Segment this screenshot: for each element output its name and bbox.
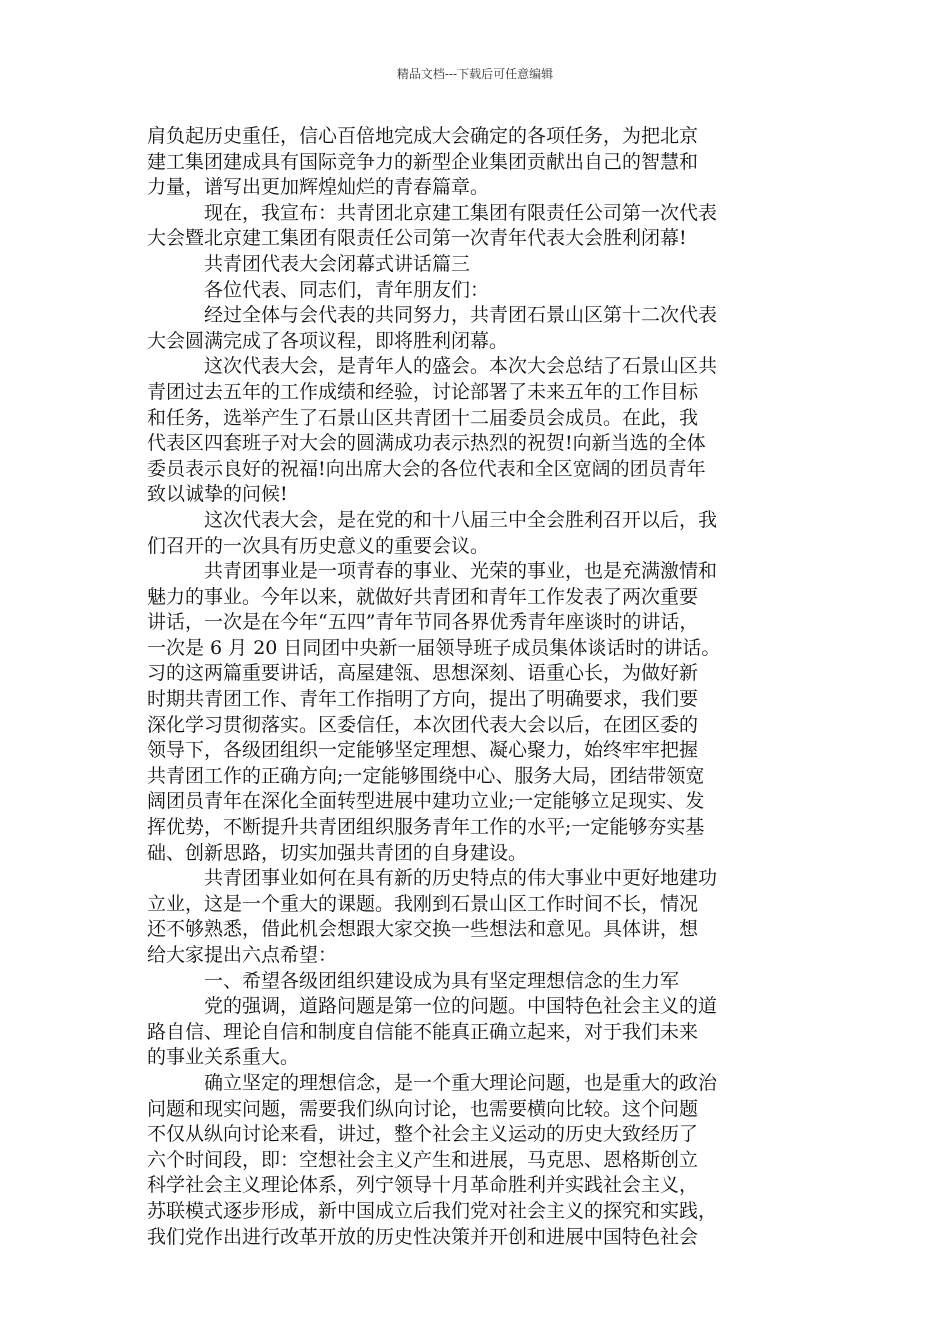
text-line: 六个时间段，即：空想社会主义产生和进展，马克思、恩格斯创立: [147, 1148, 699, 1171]
paragraph: [147, 1071, 811, 1250]
text-line: 魅力的事业。今年以来，就做好共青团和青年工作发表了两次重要: [147, 585, 699, 608]
text-line: 致以诚挚的问候!: [147, 483, 288, 506]
text-line: 确立坚定的理想信念，是一个重大理论问题，也是重大的政治: [204, 1071, 718, 1094]
text-line: 共青团事业如何在具有新的历史特点的伟大事业中更好地建功: [204, 867, 718, 890]
text-line: 们召开的一次具有历史意义的重要会议。: [147, 534, 490, 557]
text-line: 各位代表、同志们，青年朋友们：: [204, 278, 490, 301]
paragraph: [147, 994, 811, 1071]
text-line: 经过全体与会代表的共同努力，共青团石景山区第十二次代表: [204, 304, 718, 327]
paragraph: [147, 303, 811, 354]
text-line: 不仅从纵向讨论来看，讲过，整个社会主义运动的历史大致经历了: [147, 1123, 699, 1146]
text-line: 的事业关系重大。: [147, 1046, 300, 1069]
paragraph: [147, 278, 811, 304]
text-line: 习的这两篇重要讲话，高屋建瓴、思想深刻、语重心长，为做好新: [147, 662, 699, 685]
text-line: 共青团工作的正确方向;一定能够围绕中心、服务大局，团结带领宽: [147, 764, 705, 787]
text-line: 挥优势，不断提升共青团组织服务青年工作的水平;一定能够夯实基: [147, 816, 705, 839]
document-body: [147, 124, 811, 1250]
text-line: 这次代表大会，是在党的和十八届三中全会胜利召开以后，我: [204, 508, 718, 531]
text-line: 代表区四套班子对大会的圆满成功表示热烈的祝贺!向新当选的全体: [147, 432, 706, 455]
text-line: 大会圆满完成了各项议程，即将胜利闭幕。: [147, 329, 509, 352]
text-line: 我们党作出进行改革开放的历史性决策并开创和进展中国特色社会: [147, 1225, 699, 1248]
text-line: 大会暨北京建工集团有限责任公司第一次青年代表大会胜利闭幕!: [147, 227, 687, 250]
text-line: 委员表示良好的祝福!向出席大会的各位代表和全区宽阔的团员青年: [147, 457, 706, 480]
text-line: 力量，谱写出更加辉煌灿烂的青春篇章。: [147, 176, 490, 199]
text-line: 苏联模式逐步形成，新中国成立后我们党对社会主义的探究和实践，: [147, 1199, 718, 1222]
text-line: 党的强调，道路问题是第一位的问题。中国特色社会主义的道: [204, 995, 718, 1018]
page-header: 精品文档---下载后可任意编辑: [396, 67, 554, 81]
text-line: 肩负起历史重任，信心百倍地完成大会确定的各项任务，为把北京: [147, 125, 699, 147]
text-line: 础、创新思路，切实加强共青团的自身建设。: [147, 841, 528, 864]
text-line: 这次代表大会，是青年人的盛会。本次大会总结了石景山区共: [204, 355, 718, 378]
text-line: 现在，我宣布：共青团北京建工集团有限责任公司第一次代表: [204, 201, 718, 224]
text-line: 路自信、理论自信和制度自信能不能真正确立起来，对于我们未来: [147, 1020, 699, 1043]
paragraph: [147, 866, 811, 968]
text-line: 给大家提出六点希望：: [147, 944, 338, 966]
text-line: 阔团员青年在深化全面转型进展中建功立业;一定能够立足现实、发: [147, 790, 705, 813]
text-line: 深化学习贯彻落实。区委信任，本次团代表大会以后，在团区委的: [147, 713, 699, 736]
text-line: 还不够熟悉，借此机会想跟大家交换一些想法和意见。具体讲，想: [147, 918, 699, 941]
text-line: 共青团事业是一项青春的事业、光荣的事业，也是充满激情和: [204, 560, 718, 583]
paragraph: [147, 252, 811, 278]
text-line: 时期共青团工作、青年工作指明了方向，提出了明确要求，我们要: [147, 688, 699, 711]
text-line: 一次是 6 月 20 日同团中央新一届领导班子成员集体谈话时的讲话。: [147, 636, 721, 659]
text-line: 领导下，各级团组织一定能够坚定理想、凝心聚力，始终牢牢把握: [147, 739, 699, 762]
text-line: 建工集团建成具有国际竞争力的新型企业集团贡献出自己的智慧和: [147, 150, 699, 173]
paragraph: [147, 124, 811, 201]
text-line: 问题和现实问题，需要我们纵向讨论，也需要横向比较。这个问题: [147, 1097, 699, 1120]
paragraph: [147, 201, 811, 252]
text-line: 科学社会主义理论体系，列宁领导十月革命胜利并实践社会主义，: [147, 1174, 699, 1197]
text-line: 一、希望各级团组织建设成为具有坚定理想信念的生力军: [204, 969, 680, 992]
paragraph: [147, 508, 811, 559]
text-line: 立业，这是一个重大的课题。我刚到石景山区工作时间不长，情况: [147, 892, 699, 915]
text-line: 青团过去五年的工作成绩和经验，讨论部署了未来五年的工作目标: [147, 380, 699, 403]
text-line: 讲话，一次是在今年“五四”青年节同各界优秀青年座谈时的讲话，: [147, 611, 699, 634]
text-line: 和任务，选举产生了石景山区共青团十二届委员会成员。在此，我: [147, 406, 699, 429]
paragraph: [147, 969, 811, 995]
paragraph: [147, 559, 811, 866]
text-line: 共青团代表大会闭幕式讲话篇三: [204, 252, 471, 275]
paragraph: [147, 354, 811, 508]
